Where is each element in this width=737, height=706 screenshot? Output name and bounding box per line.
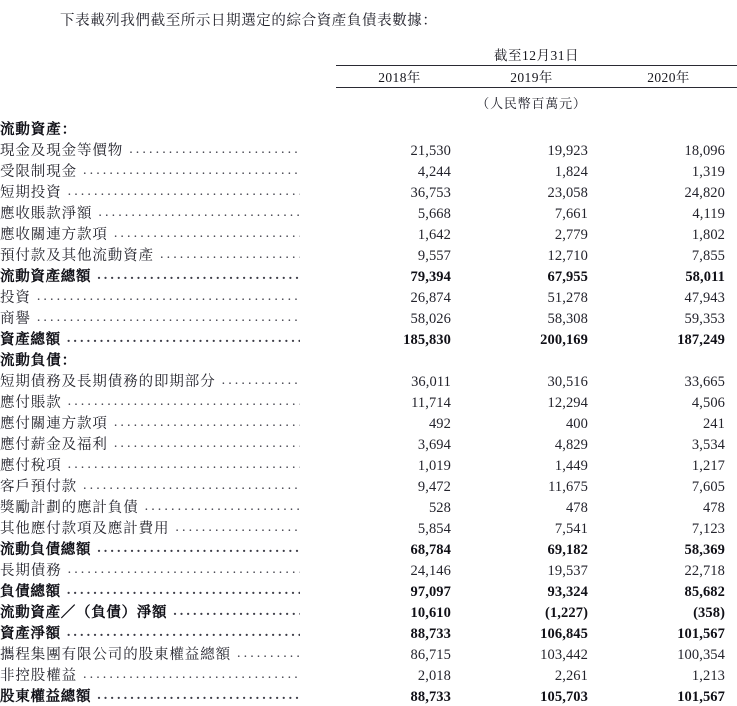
row-value-2018: 79,394 xyxy=(410,269,451,285)
row-label: 預付款及其他流動資產 xyxy=(0,248,154,264)
row-label-cell xyxy=(0,370,336,391)
table-row xyxy=(0,601,737,622)
dot-leader xyxy=(67,625,300,641)
column-header-2020: 2020年 xyxy=(647,70,690,85)
row-label-wrap xyxy=(0,307,300,328)
row-label: 應付關連方款項 xyxy=(0,416,108,432)
row-label: 其他應付款項及應計費用 xyxy=(0,521,170,537)
dot-leader xyxy=(98,205,300,221)
dot-leader xyxy=(37,310,300,326)
row-label: 應付稅項 xyxy=(0,458,62,474)
span-header-spacer xyxy=(0,44,336,64)
table-row xyxy=(0,643,737,664)
row-label-wrap xyxy=(0,202,300,223)
row-value-2020: 1,319 xyxy=(691,164,726,180)
row-label-cell xyxy=(0,391,336,412)
year-header-spacer xyxy=(0,66,336,86)
row-label-cell xyxy=(0,664,336,685)
row-label: 攜程集團有限公司的股東權益總額 xyxy=(0,647,231,663)
row-value-2018: 5,854 xyxy=(417,521,451,537)
row-value-2020: 101,567 xyxy=(677,626,726,642)
row-value-2018: 86,715 xyxy=(410,647,451,663)
row-label-wrap xyxy=(0,433,300,454)
dot-leader xyxy=(114,436,300,452)
row-label-cell xyxy=(0,412,336,433)
row-value-2019: 2,261 xyxy=(554,668,588,684)
row-label-wrap xyxy=(0,139,300,160)
unit-note-label: （人民幣百萬元） xyxy=(476,96,587,111)
table-row xyxy=(0,496,737,517)
dot-leader xyxy=(114,226,300,242)
row-label: 流動資產總額 xyxy=(0,269,92,285)
unit-note-row xyxy=(0,88,737,112)
intro-paragraph: 下表載列我們截至所示日期選定的綜合資產負債表數據： xyxy=(60,13,438,29)
row-label: 負債總額 xyxy=(0,584,61,600)
row-value-2018 xyxy=(336,118,463,139)
row-value-2019: 478 xyxy=(565,500,588,516)
row-value-2019: 12,294 xyxy=(547,395,588,411)
table-row xyxy=(0,307,737,328)
row-label-cell xyxy=(0,580,336,601)
dot-leader xyxy=(175,520,300,536)
row-label-cell xyxy=(0,139,336,160)
row-label-cell xyxy=(0,496,336,517)
row-value-2018: 9,472 xyxy=(417,479,451,495)
row-label-cell xyxy=(0,559,336,580)
row-label: 資產總額 xyxy=(0,332,61,348)
dot-leader xyxy=(160,247,300,263)
row-value-2019: 7,541 xyxy=(554,521,588,537)
row-label-wrap xyxy=(0,538,300,559)
row-label-wrap xyxy=(0,286,300,307)
row-label-wrap xyxy=(0,475,300,496)
row-label-cell xyxy=(0,307,336,328)
row-label-cell xyxy=(0,160,336,181)
row-value-2020: 101,567 xyxy=(677,689,726,705)
row-value-2020: 59,353 xyxy=(684,311,726,327)
table-row xyxy=(0,328,737,349)
dot-leader xyxy=(83,163,300,179)
table-row xyxy=(0,265,737,286)
row-label-cell xyxy=(0,622,336,643)
row-value-2020: 100,354 xyxy=(677,647,726,663)
row-value-2019: 2,779 xyxy=(554,227,588,243)
row-value-2018 xyxy=(336,349,463,370)
table-body xyxy=(0,118,737,706)
row-label-wrap xyxy=(0,160,300,181)
row-value-2018: 2,018 xyxy=(417,668,451,684)
row-value-2018: 3,694 xyxy=(417,437,451,453)
row-value-2018: 492 xyxy=(428,416,451,432)
row-value-2020: 7,605 xyxy=(691,479,726,495)
row-value-2018: 1,642 xyxy=(417,227,451,243)
row-label: 受限制現金 xyxy=(0,164,77,180)
row-label: 流動負債： xyxy=(0,353,77,369)
row-value-2018: 10,610 xyxy=(410,605,451,621)
row-value-2019: 30,516 xyxy=(547,374,588,390)
table-row xyxy=(0,244,737,265)
row-label: 股東權益總額 xyxy=(0,689,92,705)
table-row xyxy=(0,559,737,580)
table-header xyxy=(0,44,737,118)
row-value-2019 xyxy=(463,349,600,370)
table-row xyxy=(0,475,737,496)
row-value-2019: 200,169 xyxy=(540,332,588,348)
dot-leader xyxy=(83,478,300,494)
row-value-2020: 7,123 xyxy=(691,521,726,537)
row-label-cell xyxy=(0,685,336,706)
dot-leader xyxy=(97,688,300,704)
row-label-wrap xyxy=(0,559,300,580)
row-label-cell xyxy=(0,643,336,664)
dot-leader xyxy=(129,142,300,158)
table-row xyxy=(0,286,737,307)
table-row xyxy=(0,622,737,643)
row-label-wrap xyxy=(0,517,300,538)
row-value-2018: 88,733 xyxy=(410,689,451,705)
row-value-2020: 58,011 xyxy=(685,269,726,285)
row-label: 流動資產／（負債）淨額 xyxy=(0,605,168,621)
row-label-wrap xyxy=(0,643,300,664)
row-value-2019: 51,278 xyxy=(547,290,588,306)
row-value-2018: 11,714 xyxy=(411,395,451,411)
dot-leader xyxy=(222,373,300,389)
table-row xyxy=(0,412,737,433)
row-label: 應收關連方款項 xyxy=(0,227,108,243)
row-label: 客戶預付款 xyxy=(0,479,77,495)
row-value-2019: 58,308 xyxy=(547,311,588,327)
row-label-cell xyxy=(0,454,336,475)
column-header-2018: 2018年 xyxy=(378,70,421,85)
row-value-2020: 1,217 xyxy=(691,458,726,474)
row-label-cell xyxy=(0,244,336,265)
row-label-wrap xyxy=(0,664,300,685)
row-label: 現金及現金等價物 xyxy=(0,143,124,159)
row-label: 短期投資 xyxy=(0,185,62,201)
row-value-2020: 47,943 xyxy=(684,290,726,306)
row-value-2018: 9,557 xyxy=(417,248,451,264)
unit-note-spacer-2020 xyxy=(600,88,737,112)
row-value-2018: 26,874 xyxy=(410,290,451,306)
row-value-2020: 1,802 xyxy=(691,227,726,243)
row-label: 應付薪金及福利 xyxy=(0,437,108,453)
row-value-2020: 85,682 xyxy=(684,584,726,600)
row-value-2019: 1,449 xyxy=(554,458,588,474)
row-label-cell xyxy=(0,349,336,370)
table-row xyxy=(0,139,737,160)
row-label-wrap xyxy=(0,580,300,601)
row-value-2018: 1,019 xyxy=(417,458,451,474)
row-value-2019: 11,675 xyxy=(548,479,588,495)
row-value-2018: 97,097 xyxy=(410,584,451,600)
row-value-2020: 22,718 xyxy=(684,563,726,579)
row-value-2020: 58,369 xyxy=(684,542,726,558)
balance-sheet-table xyxy=(0,44,737,706)
row-value-2020: 478 xyxy=(702,500,726,516)
table-row xyxy=(0,118,737,139)
row-value-2020: (358) xyxy=(693,605,726,621)
row-label-cell xyxy=(0,538,336,559)
span-header-label: 截至12月31日 xyxy=(494,48,579,63)
dot-leader xyxy=(37,289,300,305)
row-value-2019: 19,537 xyxy=(547,563,588,579)
table-row xyxy=(0,370,737,391)
row-value-2018: 21,530 xyxy=(410,143,451,159)
dot-leader xyxy=(68,184,300,200)
row-value-2019: 93,324 xyxy=(547,584,588,600)
row-label-cell xyxy=(0,118,336,139)
table-row xyxy=(0,454,737,475)
row-label-wrap xyxy=(0,223,300,244)
row-value-2018: 528 xyxy=(428,500,451,516)
row-label-wrap xyxy=(0,181,300,202)
row-label-wrap xyxy=(0,685,300,706)
row-label-wrap xyxy=(0,454,300,475)
dot-leader xyxy=(97,541,300,557)
row-label-wrap xyxy=(0,328,300,349)
row-label-cell xyxy=(0,601,336,622)
row-value-2020: 24,820 xyxy=(684,185,726,201)
table-row xyxy=(0,160,737,181)
row-value-2019: 400 xyxy=(565,416,588,432)
row-label-cell xyxy=(0,181,336,202)
row-label-wrap xyxy=(0,370,300,391)
table-row xyxy=(0,580,737,601)
column-header-2019: 2019年 xyxy=(510,70,553,85)
row-value-2019: 106,845 xyxy=(540,626,588,642)
row-value-2018: 5,668 xyxy=(417,206,451,222)
row-value-2020: 4,506 xyxy=(691,395,726,411)
row-value-2019: 19,923 xyxy=(547,143,588,159)
row-value-2019: 1,824 xyxy=(554,164,588,180)
row-label-wrap xyxy=(0,412,300,433)
dot-leader xyxy=(145,499,300,515)
dot-leader xyxy=(67,331,300,347)
row-label-wrap xyxy=(0,265,300,286)
row-value-2020: 4,119 xyxy=(692,206,726,222)
row-value-2018: 185,830 xyxy=(403,332,451,348)
span-header-row xyxy=(0,44,737,64)
row-value-2020: 1,213 xyxy=(691,668,726,684)
row-label: 資產淨額 xyxy=(0,626,61,642)
row-label: 短期債務及長期債務的即期部分 xyxy=(0,374,216,390)
row-label: 應付賬款 xyxy=(0,395,62,411)
row-label-cell xyxy=(0,328,336,349)
row-label: 投資 xyxy=(0,290,31,306)
row-label-wrap xyxy=(0,391,300,412)
row-value-2019: 103,442 xyxy=(540,647,588,663)
row-value-2018: 68,784 xyxy=(410,542,451,558)
table-row xyxy=(0,181,737,202)
row-value-2019: 4,829 xyxy=(554,437,588,453)
table-row xyxy=(0,223,737,244)
row-value-2019: 69,182 xyxy=(547,542,588,558)
row-label: 應收賬款淨額 xyxy=(0,206,93,222)
row-value-2019 xyxy=(463,118,600,139)
row-label-cell xyxy=(0,265,336,286)
row-value-2019: 12,710 xyxy=(547,248,588,264)
dot-leader xyxy=(68,394,300,410)
row-label: 商譽 xyxy=(0,311,31,327)
row-label-cell xyxy=(0,433,336,454)
row-value-2018: 4,244 xyxy=(417,164,451,180)
row-value-2018: 24,146 xyxy=(410,563,451,579)
table-row xyxy=(0,517,737,538)
row-value-2020: 187,249 xyxy=(677,332,726,348)
unit-note-spacer-2018 xyxy=(336,88,463,112)
row-label-cell xyxy=(0,517,336,538)
row-label: 流動資產： xyxy=(0,122,77,138)
dot-leader xyxy=(114,415,300,431)
dot-leader xyxy=(68,457,300,473)
dot-leader xyxy=(97,268,300,284)
row-value-2019: 7,661 xyxy=(554,206,588,222)
row-value-2019: 105,703 xyxy=(540,689,588,705)
unit-note-spacer xyxy=(0,88,336,112)
row-label-cell xyxy=(0,223,336,244)
row-value-2020: 18,096 xyxy=(684,143,726,159)
row-label-wrap xyxy=(0,244,300,265)
table-row xyxy=(0,349,737,370)
row-value-2020 xyxy=(600,118,737,139)
row-value-2020: 33,665 xyxy=(684,374,726,390)
dot-leader xyxy=(83,667,300,683)
row-value-2018: 88,733 xyxy=(410,626,451,642)
row-value-2018: 36,753 xyxy=(410,185,451,201)
row-value-2018: 36,011 xyxy=(411,374,451,390)
row-value-2018: 58,026 xyxy=(410,311,451,327)
table-row xyxy=(0,391,737,412)
row-label: 流動負債總額 xyxy=(0,542,92,558)
dot-leader xyxy=(173,604,300,620)
table-row xyxy=(0,664,737,685)
table-row xyxy=(0,685,737,706)
row-label-wrap xyxy=(0,622,300,643)
table-row xyxy=(0,433,737,454)
year-header-row xyxy=(0,66,737,86)
row-value-2019: (1,227) xyxy=(545,605,588,621)
row-label-cell xyxy=(0,286,336,307)
row-label: 非控股權益 xyxy=(0,668,77,684)
dot-leader xyxy=(67,583,300,599)
row-value-2020 xyxy=(600,349,737,370)
row-label-wrap xyxy=(0,496,300,517)
table-row xyxy=(0,538,737,559)
dot-leader xyxy=(237,646,300,662)
row-label: 獎勵計劃的應計負債 xyxy=(0,500,139,516)
dot-leader xyxy=(68,562,300,578)
row-value-2020: 3,534 xyxy=(691,437,726,453)
row-value-2020: 241 xyxy=(702,416,726,432)
row-label: 長期債務 xyxy=(0,563,62,579)
row-value-2019: 23,058 xyxy=(547,185,588,201)
row-label-cell xyxy=(0,202,336,223)
row-label-wrap xyxy=(0,601,300,622)
row-label-cell xyxy=(0,475,336,496)
row-value-2020: 7,855 xyxy=(691,248,726,264)
table-row xyxy=(0,202,737,223)
row-value-2019: 67,955 xyxy=(547,269,588,285)
